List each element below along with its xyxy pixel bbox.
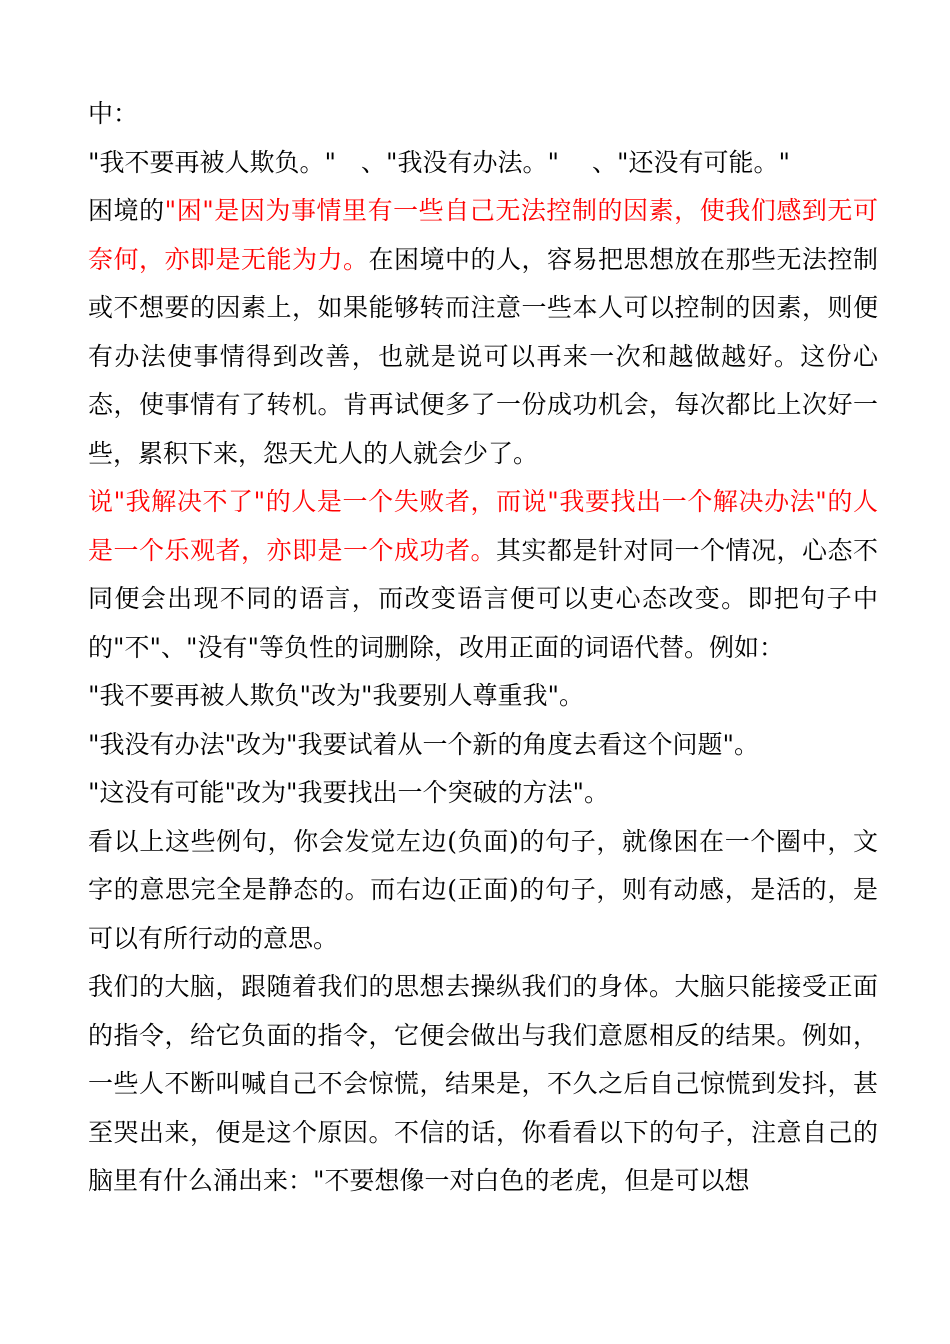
text-segment: 看以上这些例句，你会发觉左边(负面)的句子，就像困在一个圈中，文字的意思完全是静态的。而右边(正面)的句子，则有动感，是活的，是可以有所行动的意思。: [88, 826, 878, 953]
example-line-2: [88, 721, 878, 770]
document-page: [88, 90, 878, 1206]
text-segment: 其实都是针对同一个情况，心态不同便会出现不同的语言，而改变语言便可以吏心态改变。即把句子中的"不"、"没有"等负性的词删除，改用正面的词语代替。例如：: [88, 535, 878, 662]
paragraph-static-vs-dynamic: [88, 818, 878, 964]
highlighted-text: "困"是因为事情里有一些自己无法控制的因素，使我们感到无可奈何，亦即是无能为力。: [88, 196, 878, 274]
paragraph-negative-examples: [88, 139, 878, 188]
example-line-3: [88, 769, 878, 818]
text-segment: 中：: [88, 99, 139, 128]
text-segment: "我不要再被人欺负"改为"我要别人尊重我"。: [88, 681, 584, 710]
paragraph-success-language: [88, 478, 878, 672]
text-segment: "我不要再被人欺负。" 、"我没有办法。" 、"还没有可能。": [88, 147, 790, 177]
text-segment: 在困境中的人，容易把思想放在那些无法控制或不想要的因素上，如果能够转而注意一些本人可以控制的因素，则便有办法使事情得到改善，也就是说可以再来一次和越做越好。这份心态，使事情有了转机。肯再试便多了一份成功机会，每次都比上次好一些，累积下来，怨天尤人的人就会少了。: [88, 244, 878, 468]
text-segment: "我没有办法"改为"我要试着从一个新的角度去看这个问题"。: [88, 729, 759, 759]
text-segment: 困境的: [88, 196, 165, 225]
paragraph-brain-instructions: [88, 963, 878, 1206]
paragraph-predicament: [88, 187, 878, 478]
highlighted-text: 说"我解决不了"的人是一个失败者，而说"我要找出一个解决办法"的人是一个乐观者，亦即是一个成功者。: [88, 487, 878, 565]
example-line-1: [88, 672, 878, 721]
paragraph-continuation: [88, 90, 878, 139]
text-segment: 我们的大脑，跟随着我们的思想去操纵我们的身体。大脑只能接受正面的指令，给它负面的指令，它便会做出与我们意愿相反的结果。例如，一些人不断叫喊自己不会惊慌，结果是，不久之后自己惊慌到发抖，甚至哭出来，便是这个原因。不信的话，你看看以下的句子，注意自己的脑里有什么涌出来："不要想像一对白色的老虎，但是可以想: [88, 972, 878, 1195]
text-segment: "这没有可能"改为"我要找出一个突破的方法"。: [88, 778, 609, 807]
